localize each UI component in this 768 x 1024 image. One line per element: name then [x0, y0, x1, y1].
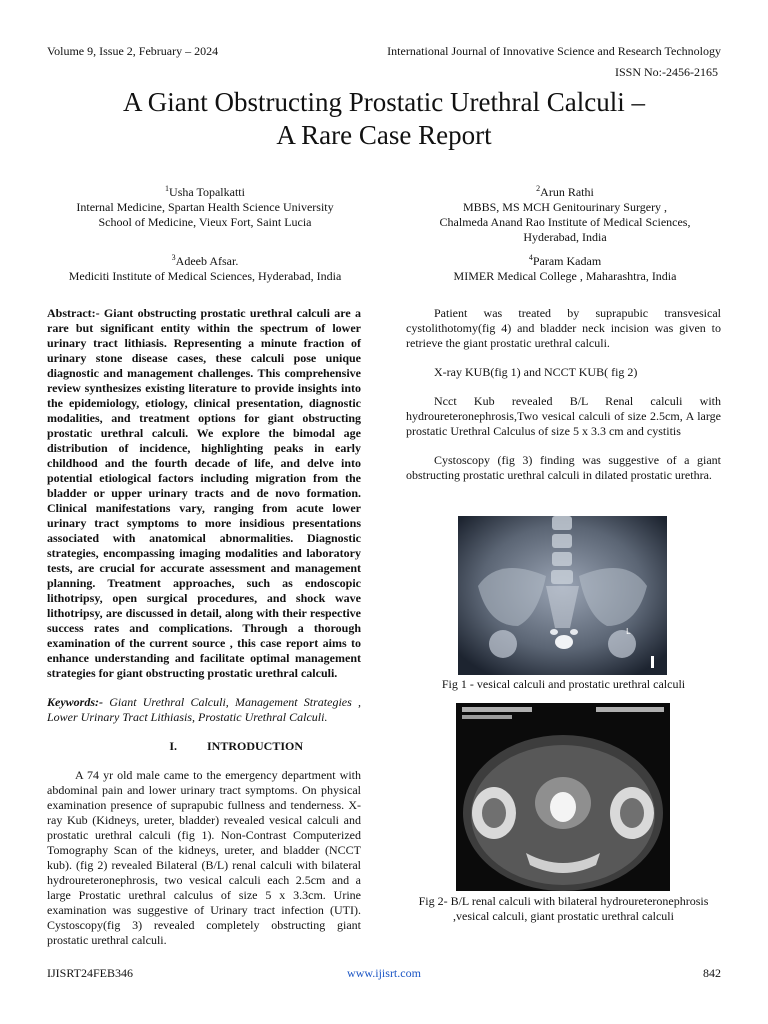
intro-paragraph: A 74 yr old male came to the emergency department with abdominal pain and lower urinary tract symptoms. On physical examination presence of suprapubic fullness and tenderness. X-ray Kub (Kidneys, ureter, bladder) revealed vesical calculi and prostatic urethral calculi (fig 1). Non-Contrast Computerized Tomography Scan of the kidneys, ureter, and bladder (NCCT kub). (fig 2) revealed Bilateral (B/L) renal calculi with bilateral hydroureteronephrosis, two vesical calculi each 2.5cm and a large Prostatic urethral calculus of size 5 x 3.3cm. Urine examination was suggestive of Urinary tract infection (UTI). Cystoscopy(fig 3) revealed completely obstructing giant prostatic urethral calculi. [47, 768, 361, 947]
footer-page-number: 842 [703, 966, 721, 980]
keywords [47, 695, 361, 725]
header-journal: International Journal of Innovative Science and Research Technology [387, 44, 721, 58]
abstract: Abstract:- Giant obstructing prostatic urethral calculi are a rare but significant entity within the spectrum of lower urinary tract lithiasis. Representing a minute fraction of urinary stone disease cases, these calculi pose unique diagnostic and management challenges. This comprehensive review synthesizes existing literature to provide insights into the epidemiology, etiology, clinical presentation, diagnostic modalities, and treatment options for giant obstructing prostatic urethral calculi. We explore the bimodal age distribution of incidence, highlighting peaks in early childhood and the fourth decade of life, and delve into potential etiological factors including migration from the bladder or upper urinary tracts and de novo formation. Clinical manifestations vary, ranging from acute lower urinary tract symptoms to more insidious presentations associated with anatomical abnormalities. Diagnostic strategies, encompassing imaging modalities and laboratory tests, are crucial for accurate assessment and management planning. Treatment approaches, such as endoscopic lithotripsy, open surgical procedures, and shock wave lithotripsy, are discussed in detail, along with their respective success rates and complications. Through a thorough examination of the current source , this case report aims to enhance understanding and facilitate optimal management strategies for giant obstructing prostatic urethral calculi. [47, 306, 361, 680]
author-3 [30, 250, 380, 284]
author-1-aff2: School of Medicine, Vieux Fort, Saint Lucia [98, 215, 312, 229]
author-2-aff2: Chalmeda Anand Rao Institute of Medical Sciences, [439, 215, 691, 229]
section-heading [47, 739, 361, 754]
header-volume: Volume 9, Issue 2, February – 2024 [47, 44, 219, 58]
keywords-text: Giant Urethral Calculi, Management Strategies , Lower Urinary Tract Lithiasis, Prostatic Urethral Calculi. [47, 695, 361, 724]
author-2-aff1: MBBS, MS MCH Genitourinary Surgery , [462, 200, 668, 214]
figure-1-xray [458, 516, 667, 675]
svg-text:L: L [626, 627, 631, 636]
author-2-num: 2 [536, 184, 541, 193]
author-3-name: Adeeb Afsar. [175, 254, 239, 268]
author-4-num: 4 [528, 253, 533, 262]
section-number: I. [169, 739, 177, 753]
keywords-label: Keywords:- [47, 695, 103, 709]
author-2-name: Arun Rathi [540, 185, 594, 199]
title-line-2: A Rare Case Report [276, 120, 492, 150]
figure-2-ct-scan [456, 703, 670, 891]
title-line-1: A Giant Obstructing Prostatic Urethral Calculi – [123, 87, 645, 117]
footer-url-link[interactable]: www.ijisrt.com [347, 966, 421, 980]
xray-image [458, 516, 667, 675]
author-3-num: 3 [171, 253, 176, 262]
author-1-name: Usha Topalkatti [169, 185, 245, 199]
header-issn: ISSN No:-2456-2165 [614, 65, 718, 79]
author-4-aff1: MIMER Medical College , Maharashtra, India [453, 269, 677, 283]
section-title: INTRODUCTION [207, 739, 304, 753]
footer-paper-id: IJISRT24FEB346 [47, 966, 133, 980]
author-1-aff1: Internal Medicine, Spartan Health Science University [76, 200, 334, 214]
figure-2-caption: Fig 2- B/L renal calculi with bilateral hydroureteronephrosis ,vesical calculi, giant prostatic urethral calculi [418, 894, 709, 923]
author-1 [40, 181, 370, 230]
author-4 [400, 250, 730, 284]
figure-1-caption: Fig 1 - vesical calculi and prostatic urethral calculi [441, 677, 686, 691]
ct-image [456, 703, 670, 891]
right-para-1: Patient was treated by suprapubic transvesical cystolithotomy(fig 4) and bladder neck incision was given to retrieve the giant prostatic urethral calculi. [406, 306, 721, 350]
author-2-aff3: Hyderabad, India [523, 230, 607, 244]
author-4-name: Param Kadam [532, 254, 602, 268]
right-para-4: Cystoscopy (fig 3) finding was suggestive of a giant obstructing prostatic urethral calculi in dilated prostatic urethra. [406, 453, 721, 482]
author-3-aff1: Mediciti Institute of Medical Sciences, Hyderabad, India [68, 269, 342, 283]
paper-title [0, 86, 768, 152]
author-2 [400, 181, 730, 245]
right-para-3: Ncct Kub revealed B/L Renal calculi with hydroureteronephrosis,Two vesical calculi of size 2.5cm, A large prostatic Urethral Calculus of size 5 x 3.3 cm and cystitis [406, 394, 721, 438]
author-1-num: 1 [165, 184, 170, 193]
right-para-2: X-ray KUB(fig 1) and NCCT KUB( fig 2) [434, 365, 638, 379]
right-column [406, 306, 721, 483]
left-column [47, 306, 361, 948]
